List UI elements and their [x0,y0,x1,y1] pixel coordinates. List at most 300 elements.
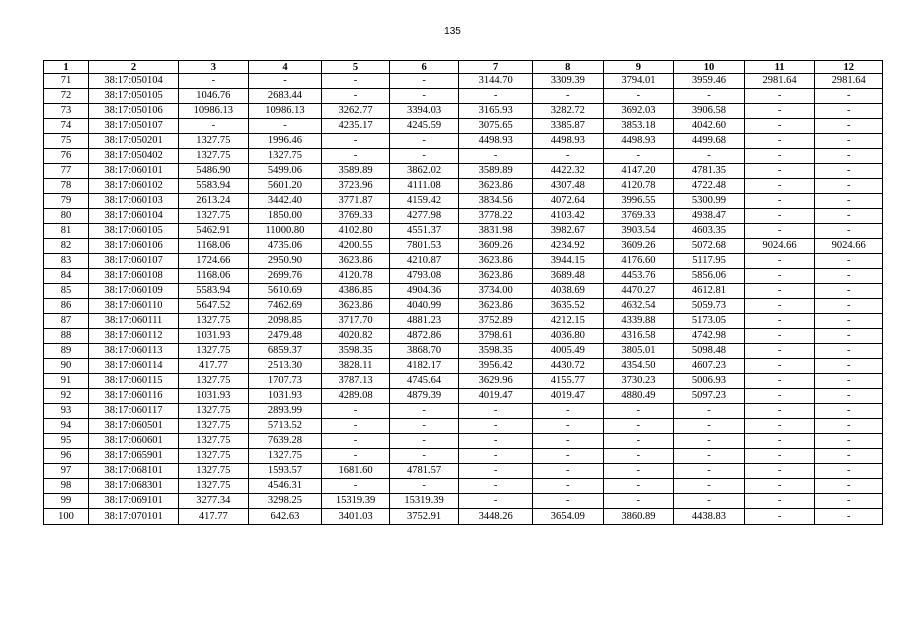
table-cell: 38:17:060107 [89,254,179,269]
table-cell: 3828.11 [322,359,390,374]
table-row [44,194,883,209]
table-cell: - [179,119,249,134]
table-cell: 1593.57 [248,464,322,479]
table-cell: 1707.73 [248,374,322,389]
table-cell: 3623.86 [459,254,533,269]
table-cell: 1168.06 [179,269,249,284]
table-cell: 3717.70 [322,314,390,329]
table-cell: - [322,134,390,149]
table-cell: - [815,269,883,284]
table-cell: 4632.54 [603,299,674,314]
table-cell: 4019.47 [533,389,604,404]
table-cell: 5097.23 [674,389,745,404]
table-cell: 3798.61 [459,329,533,344]
table-cell: 4612.81 [674,284,745,299]
table-cell: 4200.55 [322,239,390,254]
table-cell: - [674,419,745,434]
table-cell: 38:17:068101 [89,464,179,479]
table-cell: 7801.53 [389,239,459,254]
table-cell: - [459,404,533,419]
table-cell: - [815,434,883,449]
table-cell: - [744,134,815,149]
table-row [44,404,883,419]
table-row [44,464,883,479]
table-cell: - [815,164,883,179]
column-header: 12 [815,61,883,74]
table-cell: 4210.87 [389,254,459,269]
table-cell: 3903.54 [603,224,674,239]
table-cell: 4234.92 [533,239,604,254]
table-cell: 1327.75 [179,419,249,434]
table-cell: 3944.15 [533,254,604,269]
table-cell: - [744,464,815,479]
table-row [44,449,883,464]
table-cell: 4339.88 [603,314,674,329]
table-cell: 4103.42 [533,209,604,224]
table-row [44,374,883,389]
table-cell: - [815,449,883,464]
table-cell: 3771.87 [322,194,390,209]
table-cell: 4872.86 [389,329,459,344]
table-cell: 38:17:060113 [89,344,179,359]
table-cell: 3282.72 [533,104,604,119]
table-cell: 3277.34 [179,494,249,509]
table-cell: 3723.96 [322,179,390,194]
table-cell: 5601.20 [248,179,322,194]
table-cell: 38:17:060501 [89,419,179,434]
table-cell: 5117.95 [674,254,745,269]
table-cell: - [815,179,883,194]
table-cell: - [815,284,883,299]
table-cell: 4603.35 [674,224,745,239]
table-cell: 15319.39 [389,494,459,509]
table-cell: 5856.06 [674,269,745,284]
table-cell: 2513.30 [248,359,322,374]
table-cell: - [674,449,745,464]
table-header-row [44,61,883,74]
table-cell: 3394.03 [389,104,459,119]
table-row [44,509,883,525]
table-cell: - [815,194,883,209]
table-cell: 5006.93 [674,374,745,389]
table-cell: 79 [44,194,89,209]
table-cell: 4607.23 [674,359,745,374]
table-cell: 4212.15 [533,314,604,329]
table-cell: 4735.06 [248,239,322,254]
table-cell: 4498.93 [459,134,533,149]
table-cell: 1327.75 [179,464,249,479]
table-cell: - [603,494,674,509]
table-cell: - [533,404,604,419]
table-cell: 2699.76 [248,269,322,284]
table-cell: - [533,419,604,434]
table-cell: 94 [44,419,89,434]
table-cell: 7462.69 [248,299,322,314]
table-cell: 5300.99 [674,194,745,209]
table-cell: 3629.96 [459,374,533,389]
table-cell: 5059.73 [674,299,745,314]
table-cell: 4881.23 [389,314,459,329]
table-cell: - [744,164,815,179]
table-cell: - [744,269,815,284]
table-cell: - [322,74,390,89]
table-row [44,344,883,359]
table-cell: 3689.48 [533,269,604,284]
table-cell: 3734.00 [459,284,533,299]
table-row [44,119,883,134]
table-cell: 71 [44,74,89,89]
data-table [43,60,883,525]
table-cell: 4102.80 [322,224,390,239]
table-cell: 4020.82 [322,329,390,344]
table-cell: 75 [44,134,89,149]
table-cell: - [744,224,815,239]
table-cell: - [815,299,883,314]
table-cell: 642.63 [248,509,322,525]
table-cell: 3442.40 [248,194,322,209]
table-cell: - [815,344,883,359]
table-row [44,149,883,164]
table-cell: - [744,434,815,449]
table-cell: 3589.89 [459,164,533,179]
table-cell: 91 [44,374,89,389]
table-cell: - [533,89,604,104]
table-cell: 80 [44,209,89,224]
table-cell: 417.77 [179,359,249,374]
table-cell: 86 [44,299,89,314]
table-cell: - [815,254,883,269]
table-cell: 4880.49 [603,389,674,404]
table-cell: 38:17:060101 [89,164,179,179]
table-cell: - [815,479,883,494]
table-row [44,254,883,269]
table-row [44,239,883,254]
column-header: 3 [179,61,249,74]
table-cell: 3144.70 [459,74,533,89]
table-cell: 4498.93 [603,134,674,149]
table-cell: - [389,74,459,89]
table-cell: - [459,89,533,104]
column-header: 9 [603,61,674,74]
column-header: 5 [322,61,390,74]
table-row [44,179,883,194]
table-cell: 4176.60 [603,254,674,269]
table-cell: 3692.03 [603,104,674,119]
table-cell: - [322,89,390,104]
table-cell: - [459,449,533,464]
table-cell: 38:17:060110 [89,299,179,314]
table-cell: 3075.65 [459,119,533,134]
table-cell: - [674,494,745,509]
table-cell: 83 [44,254,89,269]
table-cell: - [248,119,322,134]
table-cell: 72 [44,89,89,104]
table-row [44,359,883,374]
table-row [44,479,883,494]
table-cell: 3589.89 [322,164,390,179]
table-cell: 1327.75 [179,314,249,329]
table-cell: 38:17:060112 [89,329,179,344]
table-cell: 2479.48 [248,329,322,344]
column-header: 8 [533,61,604,74]
table-cell: 3752.91 [389,509,459,525]
table-cell: 95 [44,434,89,449]
table-cell: 1327.75 [179,149,249,164]
table-cell: 4277.98 [389,209,459,224]
table-cell: - [603,449,674,464]
table-cell: 3853.18 [603,119,674,134]
table-cell: - [815,134,883,149]
table-cell: - [603,479,674,494]
table-cell: 5647.52 [179,299,249,314]
table-cell: - [603,434,674,449]
table-cell: 4386.85 [322,284,390,299]
table-cell: - [815,494,883,509]
table-cell: 1327.75 [179,404,249,419]
table-cell: 4235.17 [322,119,390,134]
table-row [44,74,883,89]
table-cell: - [248,74,322,89]
table-cell: 38:17:050201 [89,134,179,149]
table-cell: 3769.33 [322,209,390,224]
table-cell: 38:17:060109 [89,284,179,299]
table-cell: 3623.86 [459,179,533,194]
table-cell: - [322,479,390,494]
table-cell: 92 [44,389,89,404]
table-cell: 10986.13 [248,104,322,119]
table-cell: - [389,149,459,164]
table-cell: 4438.83 [674,509,745,525]
column-header: 2 [89,61,179,74]
table-cell: - [744,89,815,104]
table-cell: 3862.02 [389,164,459,179]
table-cell: 1327.75 [179,134,249,149]
table-cell: 73 [44,104,89,119]
table-row [44,389,883,404]
table-cell: 3298.25 [248,494,322,509]
table-cell: 3165.93 [459,104,533,119]
table-cell: - [744,299,815,314]
table-cell: - [322,434,390,449]
table-row [44,89,883,104]
table-cell: 11000.80 [248,224,322,239]
table-cell: 3752.89 [459,314,533,329]
table-cell: 6859.37 [248,344,322,359]
table-cell: 1681.60 [322,464,390,479]
column-header: 1 [44,61,89,74]
table-cell: - [389,419,459,434]
table-row [44,224,883,239]
table-cell: 4072.64 [533,194,604,209]
table-cell: - [815,224,883,239]
table-cell: 4430.72 [533,359,604,374]
table-cell: 3787.13 [322,374,390,389]
table-cell: 3805.01 [603,344,674,359]
table-row [44,164,883,179]
table-cell: 4499.68 [674,134,745,149]
table-cell: 4005.49 [533,344,604,359]
table-cell: - [533,464,604,479]
table-cell: 3956.42 [459,359,533,374]
table-cell: 87 [44,314,89,329]
table-cell: 3609.26 [459,239,533,254]
table-cell: - [322,404,390,419]
table-cell: 96 [44,449,89,464]
table-cell: 3309.39 [533,74,604,89]
table-cell: 15319.39 [322,494,390,509]
table-cell: 417.77 [179,509,249,525]
table-cell: 2981.64 [744,74,815,89]
table-cell: 38:17:060116 [89,389,179,404]
table-cell: 76 [44,149,89,164]
table-cell: 2613.24 [179,194,249,209]
table-cell: 1031.93 [248,389,322,404]
table-cell: 38:17:060102 [89,179,179,194]
table-cell: 97 [44,464,89,479]
table-cell: 4781.57 [389,464,459,479]
table-cell: - [459,419,533,434]
table-cell: 4159.42 [389,194,459,209]
table-cell: 38:17:060114 [89,359,179,374]
table-row [44,434,883,449]
table-cell: 38:17:060106 [89,239,179,254]
table-cell: 4307.48 [533,179,604,194]
table-row [44,299,883,314]
table-cell: 74 [44,119,89,134]
table-cell: 2950.90 [248,254,322,269]
page-number: 135 [444,26,461,37]
table-cell: 4182.17 [389,359,459,374]
table-cell: - [533,434,604,449]
table-cell: - [533,149,604,164]
table-cell: - [459,149,533,164]
table-cell: - [744,344,815,359]
table-cell: 3623.86 [322,299,390,314]
table-cell: 2893.99 [248,404,322,419]
table-row [44,209,883,224]
table-cell: - [744,149,815,164]
table-cell: - [744,509,815,525]
table-cell: - [389,404,459,419]
table-cell: 1327.75 [179,374,249,389]
table-cell: 1327.75 [179,479,249,494]
table-cell: 38:17:060601 [89,434,179,449]
table-cell: 38:17:060103 [89,194,179,209]
table-cell: 3609.26 [603,239,674,254]
table-cell: 4904.36 [389,284,459,299]
table-cell: - [322,149,390,164]
table-cell: 2683.44 [248,89,322,104]
table-cell: 3598.35 [322,344,390,359]
table-cell: 5713.52 [248,419,322,434]
column-header: 6 [389,61,459,74]
table-cell: 38:17:050105 [89,89,179,104]
table-cell: 3769.33 [603,209,674,224]
table-cell: 38:17:069101 [89,494,179,509]
table-cell: - [744,479,815,494]
table-cell: 89 [44,344,89,359]
table-cell: 4036.80 [533,329,604,344]
table-cell: 1724.66 [179,254,249,269]
table-cell: 3959.46 [674,74,745,89]
table-cell: 3654.09 [533,509,604,525]
table-cell: - [744,179,815,194]
table-cell: - [674,404,745,419]
table-cell: - [322,419,390,434]
table-cell: 4289.08 [322,389,390,404]
table-row [44,329,883,344]
table-cell: - [744,254,815,269]
table-cell: 38:17:050106 [89,104,179,119]
table-cell: 3635.52 [533,299,604,314]
table-cell: - [459,464,533,479]
table-cell: 4879.39 [389,389,459,404]
table-cell: 1327.75 [248,449,322,464]
table-row [44,494,883,509]
table-cell: 3401.03 [322,509,390,525]
table-cell: 1327.75 [179,344,249,359]
table-cell: 4498.93 [533,134,604,149]
table-cell: 3860.89 [603,509,674,525]
table-cell: - [744,314,815,329]
table-cell: - [603,149,674,164]
table-cell: 1327.75 [179,209,249,224]
table-cell: 4019.47 [459,389,533,404]
table-cell: 4470.27 [603,284,674,299]
table-cell: - [674,464,745,479]
table-cell: 38:17:050107 [89,119,179,134]
table-cell: - [744,194,815,209]
table-cell: 93 [44,404,89,419]
table-row [44,314,883,329]
table-cell: - [744,209,815,224]
table-cell: 9024.66 [815,239,883,254]
table-cell: 85 [44,284,89,299]
table-cell: 2098.85 [248,314,322,329]
table-cell: 1031.93 [179,389,249,404]
table-cell: - [815,209,883,224]
table-cell: - [533,449,604,464]
table-cell: 4742.98 [674,329,745,344]
table-cell: 5462.91 [179,224,249,239]
table-row [44,104,883,119]
table-cell: - [674,89,745,104]
table-cell: - [744,449,815,464]
table-cell: 99 [44,494,89,509]
table-cell: - [389,434,459,449]
table-cell: 4316.58 [603,329,674,344]
table-cell: 38:17:068301 [89,479,179,494]
table-row [44,284,883,299]
table-cell: 3834.56 [459,194,533,209]
table-row [44,134,883,149]
table-cell: 4245.59 [389,119,459,134]
table-cell: 5583.94 [179,284,249,299]
table-cell: - [815,149,883,164]
table-cell: 3982.67 [533,224,604,239]
table-cell: - [744,374,815,389]
table-cell: - [744,389,815,404]
table-cell: 4120.78 [603,179,674,194]
table-cell: - [744,494,815,509]
table-cell: 4120.78 [322,269,390,284]
table-cell: - [179,74,249,89]
table-cell: 2981.64 [815,74,883,89]
table-cell: 3623.86 [459,299,533,314]
table-cell: 4147.20 [603,164,674,179]
table-cell: 4745.64 [389,374,459,389]
column-header: 11 [744,61,815,74]
